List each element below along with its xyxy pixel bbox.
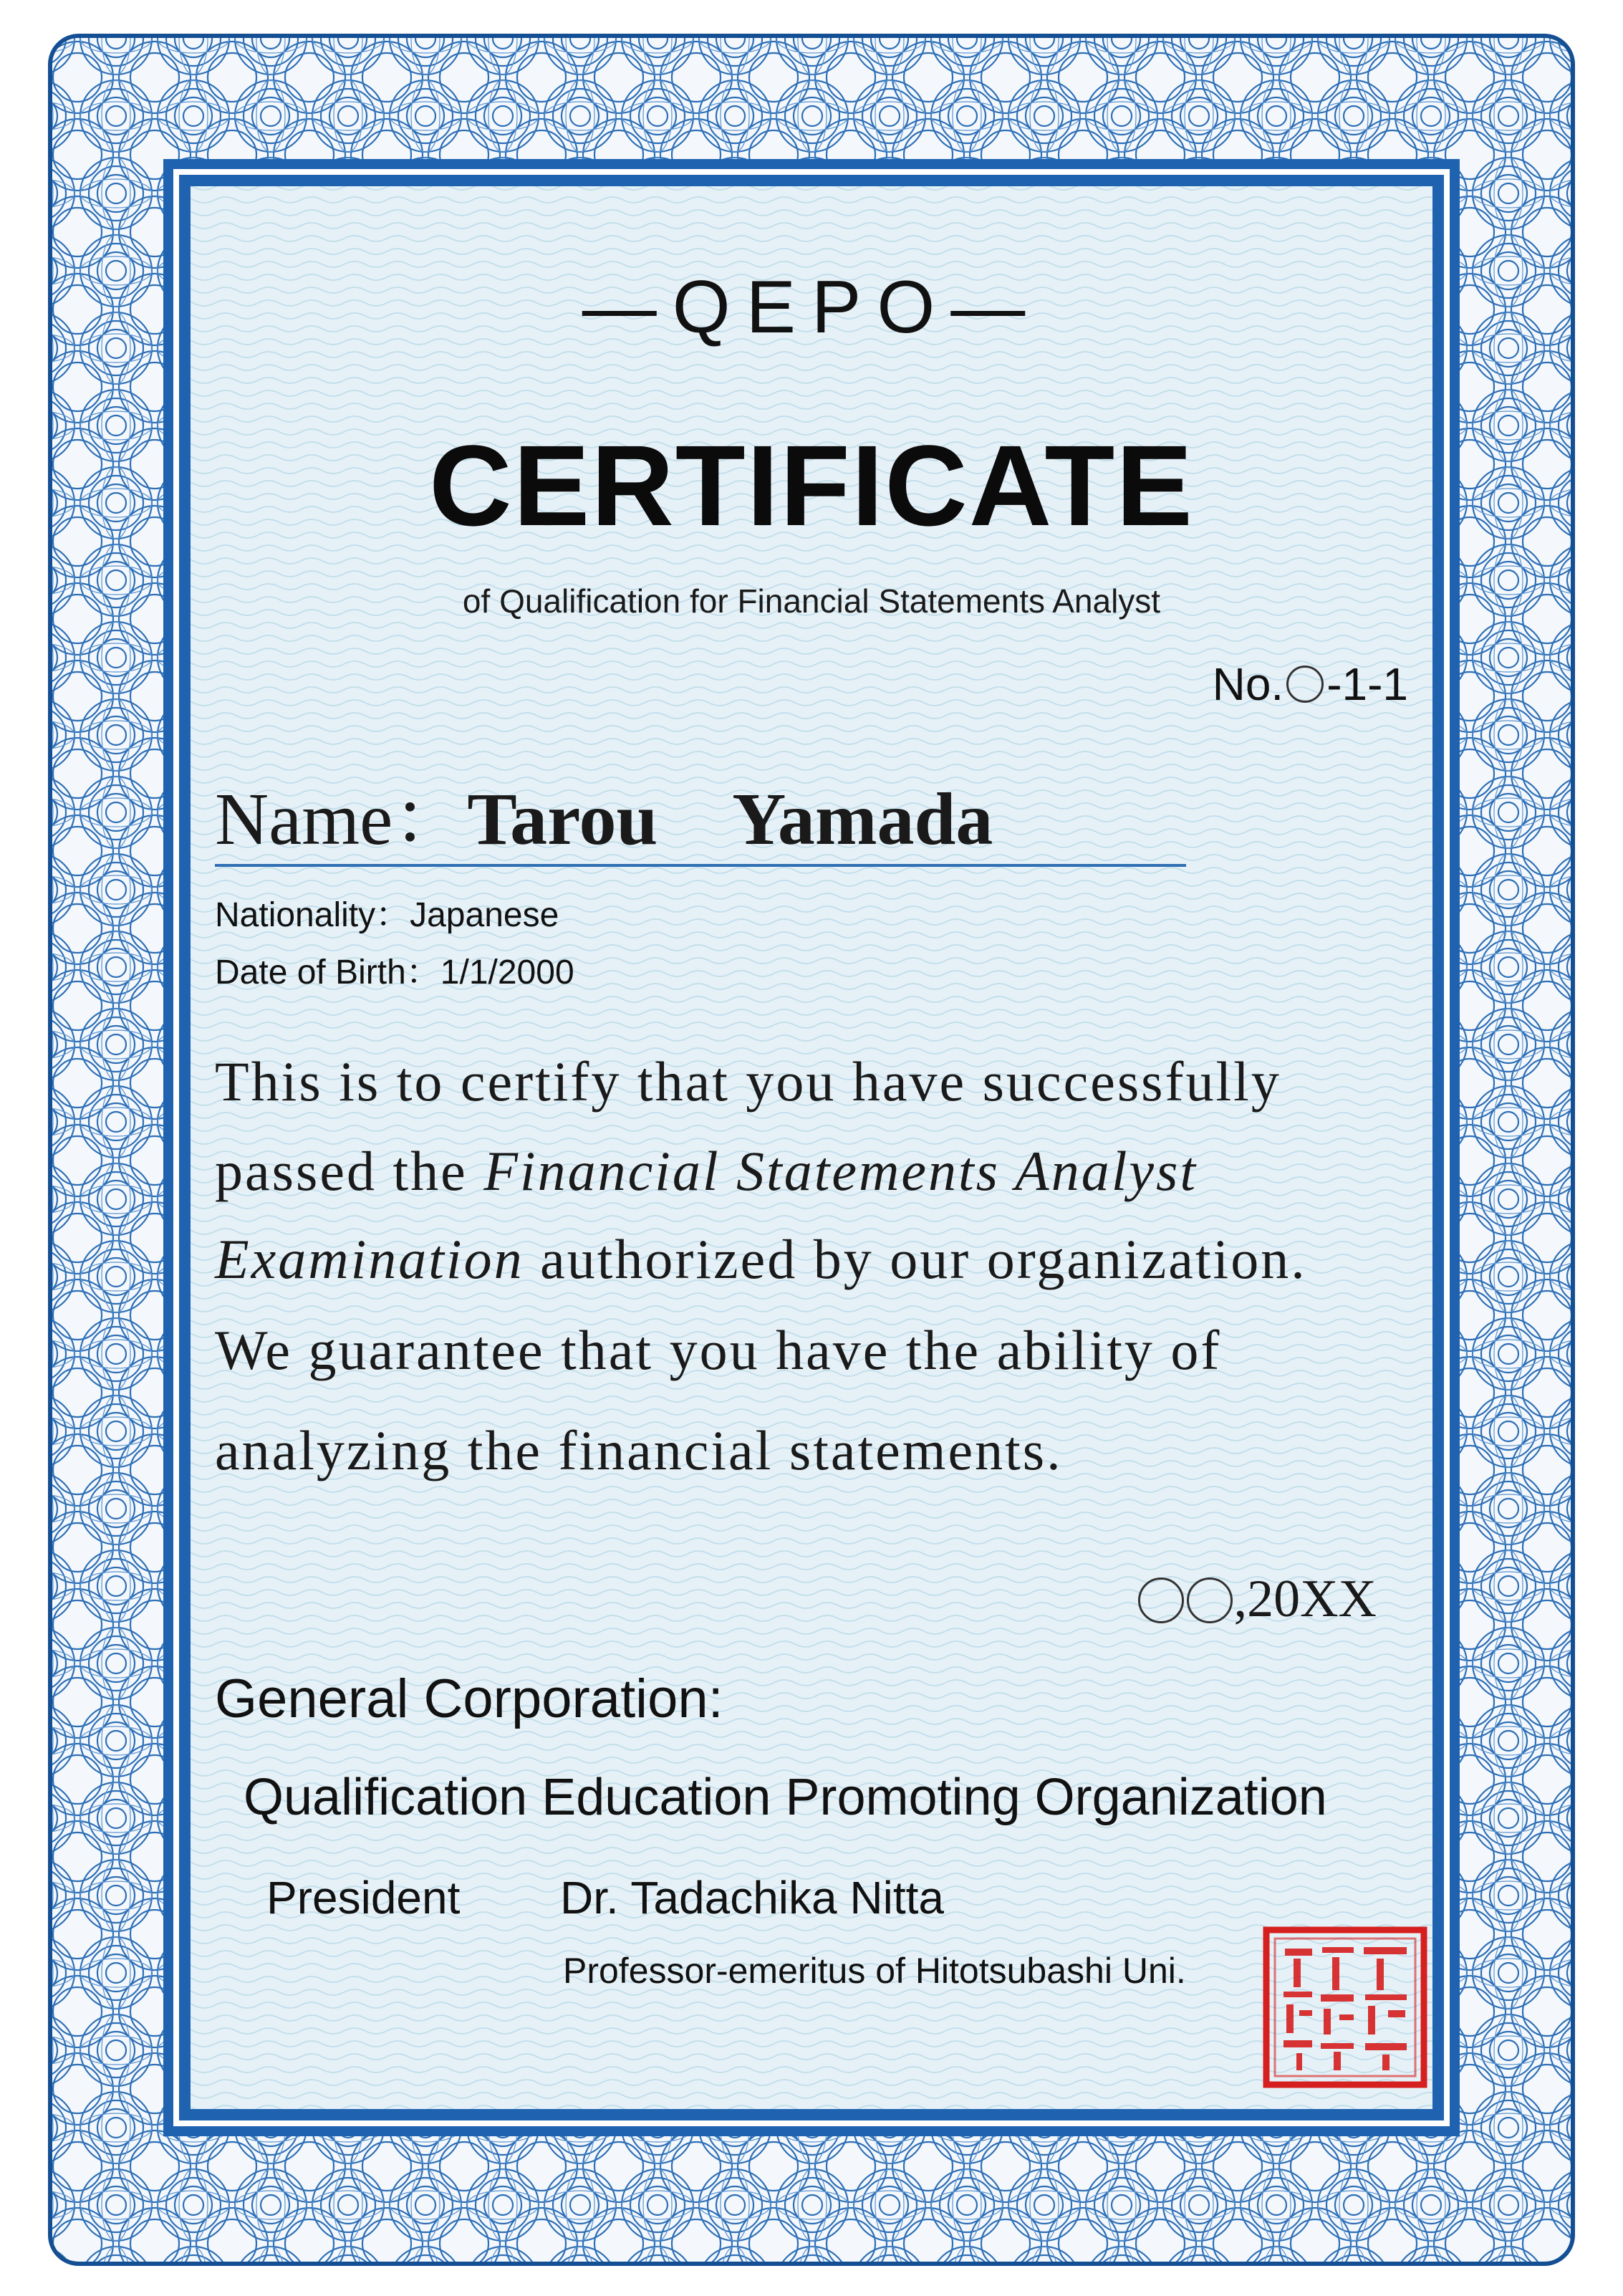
name-label: Name bbox=[215, 778, 393, 860]
organization-logo-text: —QEPO— bbox=[582, 266, 1041, 349]
organization-name: Qualification Education Promoting Organization bbox=[244, 1769, 1327, 1826]
exam-name-italic: Examination bbox=[215, 1228, 524, 1290]
corporation-label: General Corporation: bbox=[215, 1668, 723, 1729]
issue-date bbox=[1137, 1569, 1377, 1630]
statement-text: passed the bbox=[215, 1140, 484, 1202]
issue-date-suffix: ,20XX bbox=[1233, 1570, 1377, 1628]
statement-line bbox=[215, 1227, 1307, 1292]
president-affiliation: Professor-emeritus of Hitotsubashi Uni. bbox=[563, 1951, 1186, 1991]
president-name: Dr. Tadachika Nitta bbox=[560, 1872, 944, 1923]
statement-line: This is to certify that you have successfully bbox=[215, 1050, 1281, 1113]
statement-line: We guarantee that you have the ability of bbox=[215, 1319, 1222, 1381]
date-of-birth-field: Date of Birth：1/1/2000 bbox=[215, 954, 574, 991]
recipient-name-row bbox=[215, 758, 993, 865]
exam-name-italic: Financial Statements Analyst bbox=[483, 1140, 1198, 1202]
blank-circle-icon bbox=[1187, 1577, 1233, 1623]
president-label: President bbox=[266, 1872, 461, 1923]
name-separator: ： bbox=[392, 778, 468, 860]
recipient-name: Tarou Yamada bbox=[467, 778, 993, 860]
certificate-number bbox=[1213, 658, 1408, 711]
certificate-subtitle: of Qualification for Financial Statements Analyst bbox=[462, 582, 1161, 620]
certificate-title: CERTIFICATE bbox=[429, 421, 1194, 549]
nationality-field: Nationality：Japanese bbox=[215, 896, 559, 934]
name-underline bbox=[215, 864, 1186, 867]
statement-line: analyzing the financial statements. bbox=[215, 1419, 1063, 1481]
blank-circle-icon bbox=[1138, 1577, 1184, 1623]
statement-text: authorized by our organization. bbox=[524, 1228, 1307, 1290]
certificate-number-prefix: No. bbox=[1212, 658, 1284, 710]
blank-circle-icon bbox=[1286, 666, 1324, 703]
statement-line bbox=[215, 1139, 1198, 1204]
certificate-number-suffix: -1-1 bbox=[1326, 658, 1408, 710]
official-seal-stamp bbox=[1262, 1926, 1428, 2089]
